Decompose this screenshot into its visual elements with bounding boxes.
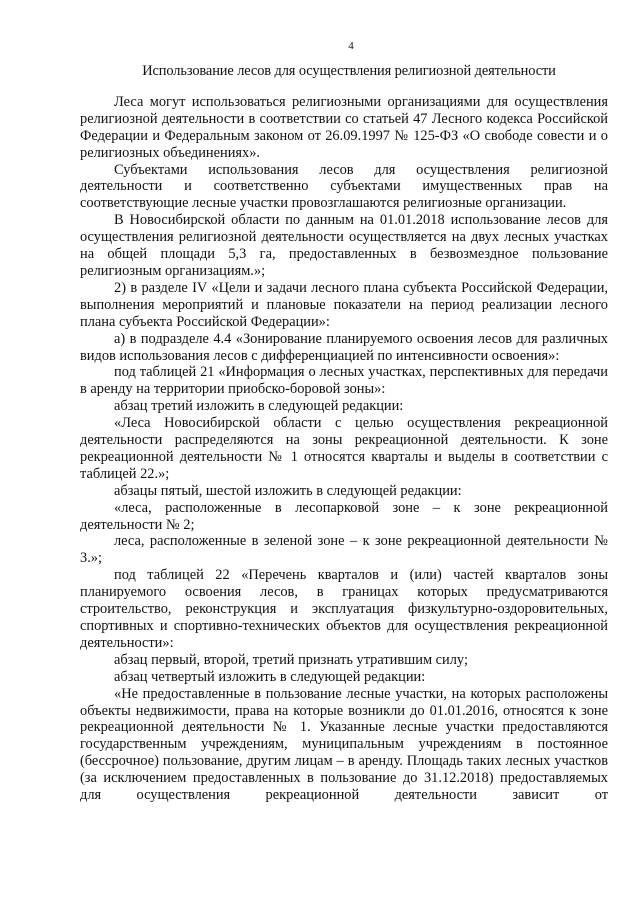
- paragraph-13: абзац первый, второй, третий признать утратившим силу;: [114, 651, 468, 668]
- paragraph-1: Леса могут использоваться религиозными организациями для осуществления религиозной деятельности в соответствии со статьей 47 Лесного кодекса Российской Федерации и Федеральным законом от 26.09.1997 № 125-ФЗ «О свободе совести и о религиозных объединениях».: [80, 93, 608, 161]
- paragraph-6: под таблицей 21 «Информация о лесных участках, перспективных для передачи в аренду на территории приобско-боровой зоны»:: [80, 364, 608, 398]
- paragraph-2: Субъектами использования лесов для осуществления религиозной деятельности и соответственно субъектами имущественных прав на соответствующие лесные участки провозглашаются религиозные организации.: [80, 161, 608, 212]
- paragraph-11: леса, расположенные в зеленой зоне – к зоне рекреационной деятельности № 3.»;: [80, 533, 608, 567]
- paragraph-10: «леса, расположенные в лесопарковой зоне – к зоне рекреационной деятельности № 2;: [80, 499, 608, 533]
- paragraph-9: абзацы пятый, шестой изложить в следующей редакции:: [114, 482, 462, 499]
- paragraph-5: а) в подразделе 4.4 «Зонирование планируемого освоения лесов для различных видов использования лесов с дифференциацией по интенсивности освоения»:: [80, 330, 608, 364]
- page-number: 4: [348, 40, 354, 52]
- paragraph-8: «Леса Новосибирской области с целью осуществления рекреационной деятельности распределяются на зоны рекреационной деятельности. К зоне рекреационной деятельности № 1 относятся кварталы и выделы в соответствии с таблицей 22.»;: [80, 415, 608, 482]
- paragraph-7: абзац третий изложить в следующей редакции:: [114, 398, 404, 415]
- paragraph-4: 2) в разделе IV «Цели и задачи лесного плана субъекта Российской Федерации, выполнения мероприятий и плановые показатели на период реализации лесного плана субъекта Российской Федерации»:: [80, 279, 608, 330]
- paragraph-12: под таблицей 22 «Перечень кварталов и (или) частей кварталов зоны планируемого освоения лесов, в границах которых предусматриваются строительство, реконструкция и эксплуатация физкультурно-оздоровительных, спортивных и спортивно-технических объектов для осуществления рекреационной деятельности»:: [80, 567, 608, 651]
- paragraph-14: абзац четвертый изложить в следующей редакции:: [114, 668, 426, 685]
- paragraph-3: В Новосибирской области по данным на 01.01.2018 использование лесов для осуществления религиозной деятельности осуществляется на двух лесных участках на общей площади 5,3 га, предоставленных в безвозмездное пользование религиозным организациям.»;: [80, 212, 608, 279]
- section-heading: Использование лесов для осуществления религиозной деятельности: [142, 63, 556, 79]
- paragraph-15: «Не предоставленные в пользование лесные участки, на которых расположены объекты недвижимости, права на которые возникли до 01.01.2016, относятся к зоне рекреационной деятельности № 1. Указанные лесные участки предоставляются государственным учреждениям, муниципальным учреждениям в постоянное (бессрочное) пользование, другим лицам – в аренду. Площадь таких лесных участков (за исключением предоставленных в пользование до 31.12.2018) предоставляемых для осуществления рекреационной деятельности зависит от: [80, 685, 608, 804]
